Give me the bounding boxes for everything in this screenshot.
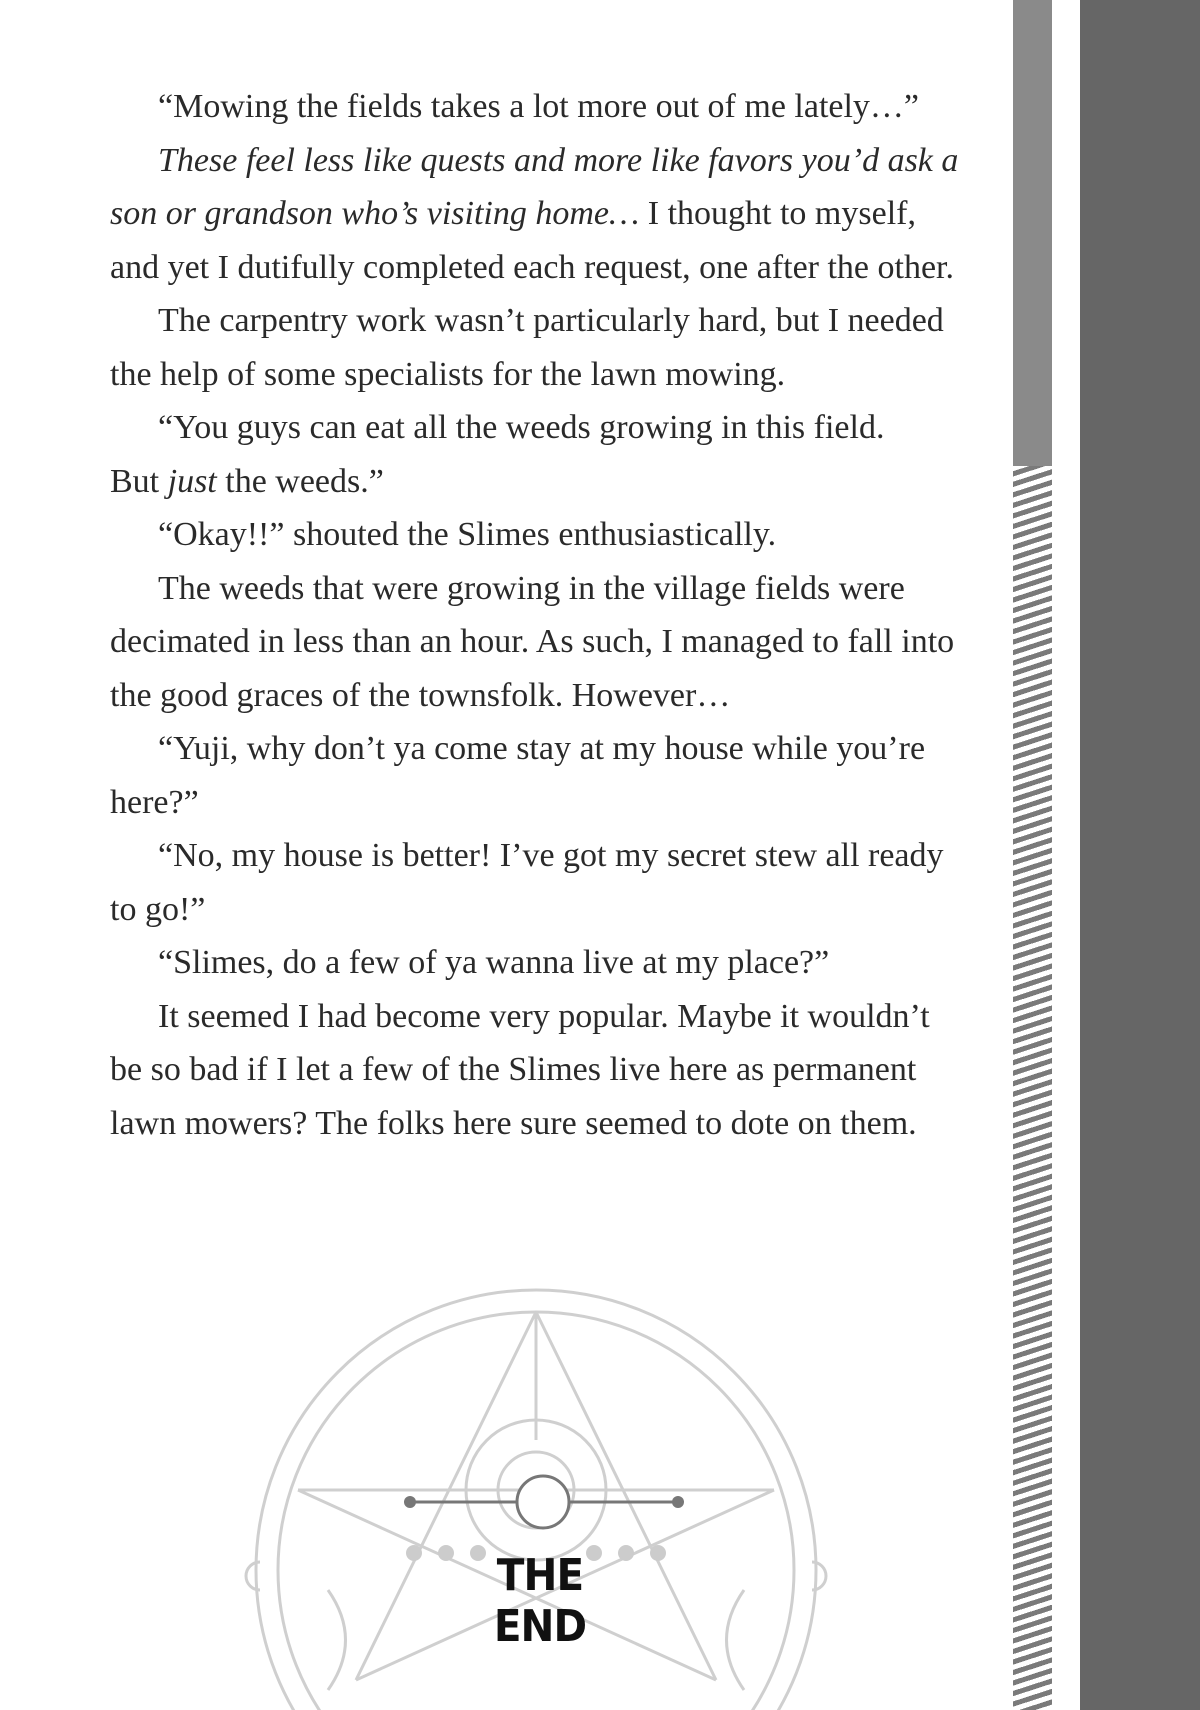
paragraph-text: I thought to myself, and yet I dutifully completed each request, one after the other. [110,195,955,286]
italic-thought: These feel less like quests and more like favors you’d ask a son or grandson who’s visiting home… [110,141,959,232]
paragraph: The weeds that were growing in the village fields were decimated in less than an hour. As such, I managed to fall into the good graces of the townsfolk. However… [110,569,955,714]
paragraph: The carpentry work wasn’t particularly hard, but I needed the help of some specialists for the lawn mowing. [110,302,944,393]
divider-right-dot [672,1496,684,1508]
body-text [110,80,965,1150]
paragraph: “Slimes, do a few of ya wanna live at my place?” [158,944,830,981]
paragraph: “Mowing the fields takes a lot more out of me lately…” [158,88,920,125]
dot [650,1545,666,1561]
the-end-heading: THE END [493,1550,587,1652]
paragraph [110,455,965,509]
paragraph-text: But [110,462,168,500]
page-edge-tab-striped [1013,466,1052,1710]
page-edge-gap [1052,0,1080,1710]
dot [406,1545,422,1561]
page-edge-tab-dark [1080,0,1200,1710]
paragraph: “You guys can eat all the weeds growing in this field. [158,409,885,446]
paragraph: “Okay!!” shouted the Slimes enthusiastically. [158,516,777,553]
divider-left-dot [404,1496,416,1508]
paragraph: “Yuji, why don’t ya come stay at my house while you’re here?” [110,730,926,821]
paragraph [110,134,965,295]
paragraph-text: the weeds.” [216,462,384,500]
italic-emphasis: just [167,462,217,500]
page-edge-tab-light [1013,0,1052,466]
divider-center-ring [517,1476,569,1528]
paragraph: “No, my house is better! I’ve got my secret stew all ready to go!” [110,837,944,928]
paragraph: It seemed I had become very popular. Maybe it wouldn’t be so bad if I let a few of the Slimes live here as permanent lawn mowers? The folks here sure seemed to dote on them. [110,997,930,1142]
